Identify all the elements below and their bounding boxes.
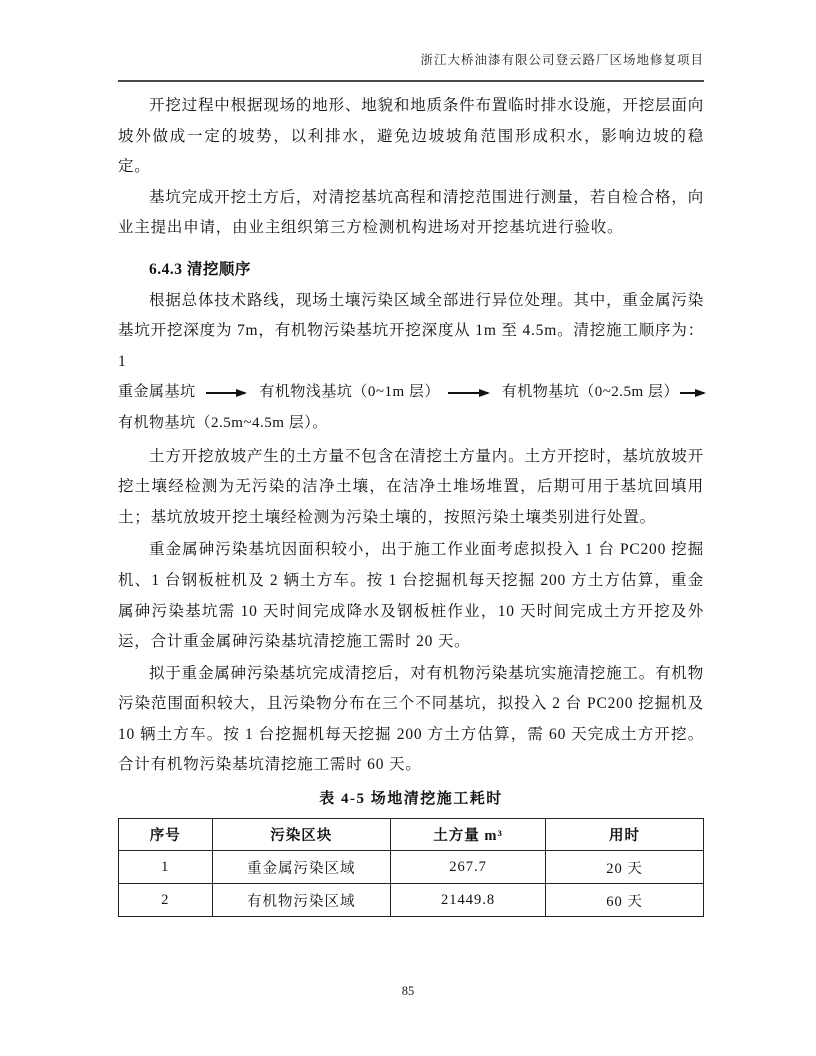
flow-step-organic-shallow-pit: 有机物浅基坑（0~1m 层）: [259, 384, 440, 401]
cell-area: 有机物污染区域: [212, 884, 390, 917]
flow-step-organic-pit-0-2-5: 有机物基坑（0~2.5m 层）: [501, 384, 679, 401]
paragraph-organic-pit-schedule: 拟于重金属砷污染基坑完成清挖后，对有机物污染基坑实施清挖施工。有机物污染范围面积较大，且污染物分布在三个不同基坑，拟投入 2 台 PC200 挖掘机及 10 辆土方车。按 1 台挖掘机每天挖掘 200 方土方估算，需 60 天完成土方开挖。合计有机物污染基坑清挖施工需时 60 天。: [118, 664, 704, 774]
right-arrow-icon: [206, 392, 246, 394]
table-header-row: [119, 819, 704, 851]
excavation-schedule-table: [118, 818, 704, 917]
table-caption: 表 4-5 场地清挖施工耗时: [319, 791, 503, 808]
paragraph-pit-acceptance: 基坑完成开挖土方后，对清挖基坑高程和清挖范围进行测量，若自检合格，向业主提出申请，由业主组织第三方检测机构进场对开挖基坑进行验收。: [118, 188, 704, 237]
table-row: [119, 884, 704, 917]
right-arrow-icon: [448, 392, 488, 394]
cell-area: 重金属污染区域: [212, 851, 390, 884]
paragraph-heavy-metal-pit-schedule: 重金属砷污染基坑因面积较小，出于施工作业面考虑拟投入 1 台 PC200 挖掘机、1 台钢板桩机及 2 辆土方车。按 1 台挖掘机每天挖掘 200 方土方估算，重金属砷污染基坑需 10 天时间完成降水及钢板桩作业，10 天时间完成土方开挖及外运，合计重金属砷污染基坑清挖施工需时 20 天。: [118, 541, 704, 651]
cell-duration: 60 天: [546, 884, 704, 917]
cell-volume: 21449.8: [391, 884, 546, 917]
cell-volume: 267.7: [391, 851, 546, 884]
cell-serial: 2: [119, 884, 213, 917]
section-heading-6-4-3: 6.4.3 清挖顺序: [149, 260, 251, 278]
col-header-duration: 用时: [546, 819, 704, 851]
right-arrow-icon: [680, 392, 704, 394]
flow-step-organic-pit-2-5-4-5: 有机物基坑（2.5m~4.5m 层）。: [118, 414, 328, 431]
page-number: 85: [401, 984, 415, 998]
flow-step-heavy-metal-pit: 重金属基坑: [118, 384, 196, 401]
running-header-title: 浙江大桥油漆有限公司登云路厂区场地修复项目: [118, 0, 704, 82]
document-body: [118, 82, 704, 917]
col-header-serial: 序号: [119, 819, 213, 851]
cell-duration: 20 天: [546, 851, 704, 884]
paragraph-excavation-drainage: 开挖过程中根据现场的地形、地貌和地质条件布置临时排水设施，开挖层面向坡外做成一定的坡势，以利排水，避免边坡坡角范围形成积水，影响边坡的稳定。: [118, 97, 704, 176]
paragraph-slope-soil-handling: 土方开挖放坡产生的土方量不包含在清挖土方量内。土方开挖时，基坑放坡开挖土壤经检测为无污染的洁净土壤，在洁净土堆场堆置，后期可用于基坑回填用土；基坑放坡开挖土壤经检测为污染土壤的，按照污染土壤类别进行处置。: [118, 447, 704, 526]
excavation-flow-diagram-line-1: [118, 377, 704, 408]
col-header-contaminated-area: 污染区块: [212, 819, 390, 851]
table-row: [119, 851, 704, 884]
col-header-soil-volume: 土方量 m³: [391, 819, 546, 851]
paragraph-excavation-sequence-intro: 根据总体技术路线，现场土壤污染区域全部进行异位处理。其中，重金属污染基坑开挖深度为 7m，有机物污染基坑开挖深度从 1m 至 4.5m。清挖施工顺序为：1: [118, 291, 704, 370]
cell-serial: 1: [119, 851, 213, 884]
